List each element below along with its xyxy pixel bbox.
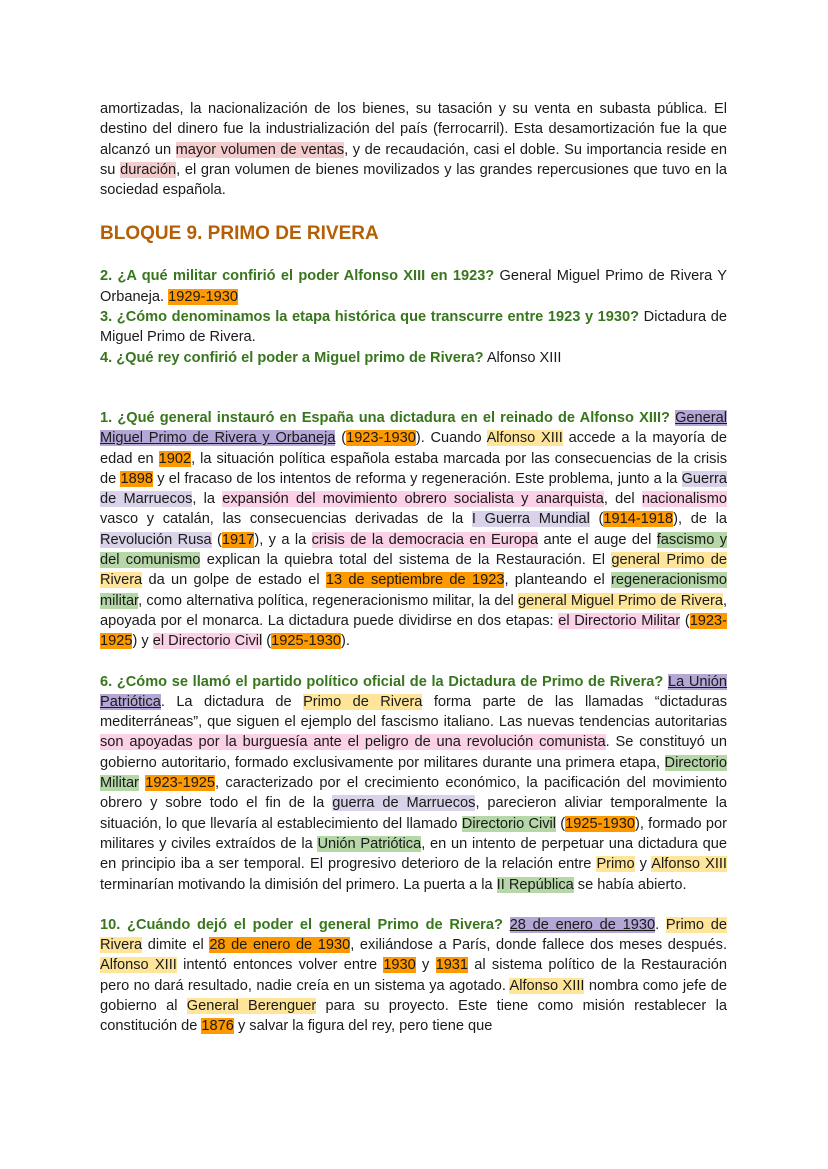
highlight-green: fascismo y del comunismo [100, 531, 727, 569]
text-run: para su proyecto. Este tiene como misión restablecer la constitución de [100, 997, 727, 1035]
text-run: accede a la mayoría de edad en [100, 430, 727, 467]
text-run: Dictadura de Miguel Primo de Rivera. [100, 309, 727, 346]
highlight-green: regeneracionismo militar [100, 572, 727, 609]
question-10-answer [100, 917, 727, 1034]
text-run: amortizadas, la nacionalización de los bienes, su tasación y su venta en subasta pública. El destino del dinero fue la industrialización del país (ferrocarril). Esta desamortización fue la que alcanzó un [100, 101, 727, 158]
text-run: ( [556, 815, 566, 832]
question-10 [100, 915, 727, 1037]
text-run: y [634, 856, 652, 873]
text-run: ante el auge del [538, 531, 657, 548]
highlight-purple: 28 de enero de 1930 [509, 916, 656, 933]
highlight-orange: 1931 [435, 957, 469, 974]
text-run: terminarían motivando la dimisión del primero. La puerta a la [100, 876, 497, 893]
question-1-text: 1. ¿Qué general instauró en España una dictadura en el reinado de Alfonso XIII? [100, 409, 670, 426]
highlight-purple: La Unión Patriótica [100, 673, 727, 710]
highlight-yellow: general Miguel Primo de Rivera [518, 592, 723, 609]
text-run: , exiliándose a París, donde fallece dos meses después. [350, 937, 727, 954]
text-run: ). [340, 633, 350, 650]
question-10-text: 10. ¿Cuándo dejó el poder el general Primo de Rivera? [100, 916, 503, 933]
highlight-orange: 1925-1930 [271, 633, 341, 650]
text-run: , la [192, 491, 223, 508]
highlight-pink: nacionalismo [641, 491, 727, 508]
highlight-lavender: Guerra de Marruecos [100, 470, 727, 508]
highlight-pink: crisis de la democracia en Europa [311, 531, 539, 548]
text-run: . La dictadura de [160, 693, 304, 710]
text-run: ( [335, 430, 347, 447]
highlight-orange: 1914-1918 [603, 511, 674, 528]
highlight-pink: son apoyadas por la burguesía ante el peligro de una revolución comunista [100, 734, 606, 751]
highlight-orange: 1902 [158, 450, 192, 467]
highlight-orange: 28 de enero de 1930 [209, 937, 351, 954]
text-run: y salvar la figura del rey, pero tiene que [233, 1018, 493, 1035]
text-run: y el fracaso de los intentos de reforma y regeneración. Este problema, junto a la [152, 470, 682, 487]
text-run: , la situación política española estaba marcada por las consecuencias de la crisis de [100, 450, 728, 487]
text-run: , parecieron aliviar temporalmente la situación, lo que llevaría al establecimiento del llamado [100, 795, 727, 832]
text-run: ). Cuando [415, 430, 487, 447]
highlight-yellow: Primo de Rivera [303, 693, 423, 710]
highlight-yellow: Alfonso XIII [100, 957, 177, 974]
text-run: , el gran volumen de bienes movilizados y las grandes repercusiones que tuvo en la sociedad española. [100, 161, 727, 199]
text-run: , del [603, 491, 642, 508]
highlight-orange: 1929-1930 [168, 288, 238, 305]
question-1-answer [100, 410, 727, 649]
text-run: nombra como jefe de gobierno al [100, 977, 727, 1014]
text-run [503, 917, 510, 933]
text-run: , como alternativa política, regeneracionismo militar, la del [138, 592, 518, 609]
highlight-orange: 1923-1925 [145, 775, 216, 792]
question-3-text: 3. ¿Cómo denominamos la etapa histórica que transcurre entre 1923 y 1930? [100, 309, 640, 326]
text-run: , apoyada por el monarca. La dictadura puede dividirse en dos etapas: [100, 592, 728, 629]
text-run: , en un intento de perpetuar una dictadura que en principio iba a ser temporal. El progresivo deterioro de la relación entre [100, 835, 727, 873]
text-run: . Se constituyó un gobierno autoritario, formado exclusivamente por militares durante una primera etapa, [100, 734, 727, 771]
text-run: ) y [132, 633, 153, 650]
highlight-pinkred: duración [120, 161, 177, 178]
highlight-orange: 1917 [221, 531, 255, 548]
text-run: forma parte de las llamadas “dictaduras mediterráneas”, que siguen el ejemplo del fascismo italiano. Las nuevas tendencias autoritarias [100, 693, 727, 731]
text-run: ( [680, 612, 690, 629]
highlight-orange: 1876 [201, 1018, 234, 1035]
highlight-orange: 1923-1925 [100, 612, 728, 650]
highlight-lavender: I Guerra Mundial [471, 511, 590, 528]
text-run: al sistema político de la Restauración pero no dará resultado, nadie creía en un sistema ya agotado. [100, 957, 727, 994]
text-run: y [415, 957, 436, 974]
question-4-answer [484, 350, 562, 366]
text-run: General Miguel Primo de Rivera Y Orbaneja. [100, 268, 727, 305]
highlight-yellow: General Berenguer [186, 997, 317, 1014]
text-run: vasco y catalán, las consecuencias derivadas de la [100, 511, 472, 528]
text-run: , caracterizado por el crecimiento económico, la pacificación del movimiento obrero y sobre todo el fin de la [100, 775, 727, 812]
section-heading: BLOQUE 9. PRIMO DE RIVERA [100, 223, 379, 245]
highlight-green: Directorio Militar [100, 754, 727, 792]
text-run: se había abierto. [573, 876, 687, 893]
text-run: da un golpe de estado el [142, 572, 326, 589]
text-run: ), de la [673, 511, 727, 528]
text-run: ( [262, 633, 272, 650]
highlight-yellow: Alfonso XIII [509, 977, 585, 994]
highlight-orange: 1930 [383, 957, 416, 974]
question-6-text: 6. ¿Cómo se llamó el partido político oficial de la Dictadura de Primo de Rivera? [100, 673, 664, 690]
highlight-orange: 1923-1930 [346, 430, 416, 447]
text-run: . [655, 916, 666, 933]
highlight-pink: expansión del movimiento obrero socialista y anarquista [222, 491, 604, 508]
highlight-purple: General Miguel Primo de Rivera y Orbaneja [100, 409, 727, 447]
highlight-yellow: general Primo de Rivera [100, 552, 727, 589]
question-2 [100, 266, 727, 307]
text-run: , y de recaudación, casi el doble. Su importancia reside en su [100, 141, 727, 178]
text-run: explican la quiebra total del sistema de la Restauración. El [200, 552, 612, 569]
short-questions-block [100, 266, 727, 367]
text-run: ( [589, 511, 604, 528]
highlight-yellow: Primo [596, 856, 635, 873]
highlight-lavender: guerra de Marruecos [332, 795, 476, 812]
question-4-text: 4. ¿Qué rey confirió el poder a Miguel primo de Rivera? [100, 349, 484, 366]
highlight-pink: el Directorio Militar [558, 612, 681, 629]
highlight-yellow: Alfonso XIII [651, 856, 727, 873]
highlight-green: II República [496, 876, 574, 893]
highlight-orange: 1925-1930 [565, 815, 635, 832]
text-run: ), y a la [254, 531, 312, 548]
highlight-yellow: Primo de Rivera [100, 916, 727, 954]
question-2-text: 2. ¿A qué militar confirió el poder Alfonso XIII en 1923? [100, 268, 495, 285]
text-run: ), formado por militares y civiles extraídos de la [100, 815, 728, 852]
highlight-orange: 1898 [120, 470, 153, 487]
text-run: ( [211, 531, 222, 548]
text-run: , planteando el [504, 572, 611, 589]
highlight-pink: el Directorio Civil [152, 633, 263, 650]
question-3 [100, 307, 727, 348]
question-6-answer [100, 674, 727, 893]
highlight-orange: 13 de septiembre de 1923 [325, 572, 505, 589]
question-6 [100, 672, 727, 895]
highlight-lavender: Revolución Rusa [100, 531, 212, 548]
highlight-green: Unión Patriótica [317, 835, 422, 852]
highlight-green: Directorio Civil [461, 815, 557, 832]
question-4 [100, 348, 727, 368]
highlight-yellow: Alfonso XIII [486, 430, 563, 447]
text-run: dimite el [142, 937, 210, 954]
highlight-pinkred: mayor volumen de ventas [175, 141, 345, 158]
question-1 [100, 408, 727, 652]
text-run: intentó entonces volver entre [176, 957, 384, 974]
document-page [100, 99, 727, 1037]
text-run: Alfonso XIII [483, 349, 562, 366]
intro-paragraph [100, 99, 727, 200]
